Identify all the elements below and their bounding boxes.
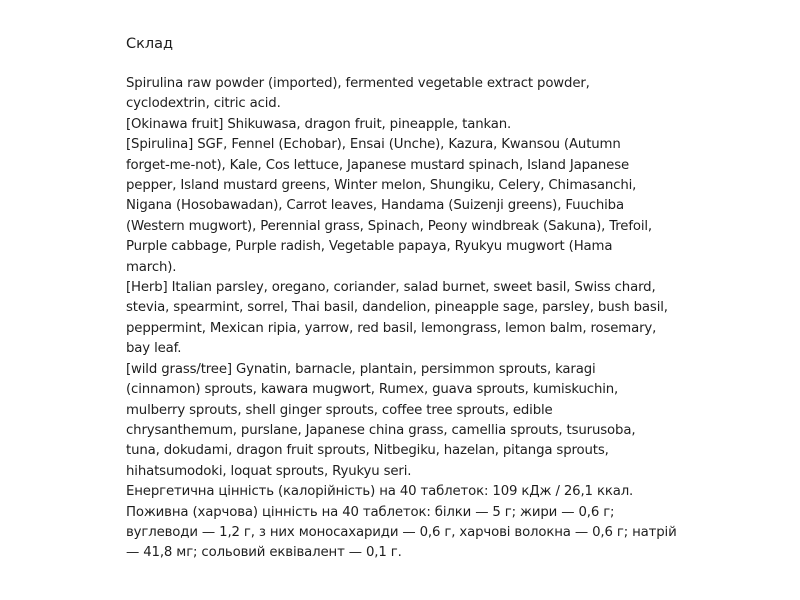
text-line: (cinnamon) sprouts, kawara mugwort, Rumex, guava sprouts, kumiskuchin,: [126, 382, 619, 398]
text-line: mulberry sprouts, shell ginger sprouts, coffee tree sprouts, edible: [126, 402, 553, 418]
text-line: forget-me-not), Kale, Cos lettuce, Japanese mustard spinach, Island Japanese: [126, 157, 630, 173]
text-line: [Spirulina] SGF, Fennel (Echobar), Ensai (Unche), Kazura, Kwansou (Autumn: [126, 137, 621, 153]
text-line: tuna, dokudami, dragon fruit sprouts, Nitbegiku, hazelan, pitanga sprouts,: [126, 443, 609, 459]
text-line: — 41,8 мг; сольовий еквівалент — 0,1 г.: [126, 545, 402, 561]
text-line: вуглеводи — 1,2 г, з них моносахариди — 0,6 г, харчові волокна — 0,6 г; натрій: [126, 524, 677, 540]
text-line: Spirulina raw powder (imported), fermented vegetable extract powder,: [126, 76, 590, 91]
text-line: Поживна (харчова) цінність на 40 таблеток: білки — 5 г; жири — 0,6 г;: [126, 504, 615, 520]
text-line: hihatsumodoki, loquat sprouts, Ryukyu seri.: [126, 463, 412, 479]
text-line: chrysanthemum, purslane, Japanese china grass, camellia sprouts, tsurusoba,: [126, 422, 636, 438]
text-line: Purple cabbage, Purple radish, Vegetable papaya, Ryukyu mugwort (Hama: [126, 239, 613, 255]
composition-section: [126, 34, 686, 564]
text-line: [Okinawa fruit] Shikuwasa, dragon fruit, pineapple, tankan.: [126, 116, 512, 132]
section-title: Склад: [126, 36, 174, 52]
text-line: bay leaf.: [126, 341, 182, 357]
text-line: (Western mugwort), Perennial grass, Spinach, Peony windbreak (Sakuna), Trefoil,: [126, 218, 653, 234]
text-line: Nigana (Hosobawadan), Carrot leaves, Handama (Suizenji greens), Fuuchiba: [126, 198, 624, 214]
text-line: cyclodextrin, citric acid.: [126, 96, 281, 112]
text-line: march).: [126, 259, 177, 275]
text-line: [wild grass/tree] Gynatin, barnacle, plantain, persimmon sprouts, karagi: [126, 361, 596, 377]
text-line: pepper, Island mustard greens, Winter melon, Shungiku, Celery, Chimasanchi,: [126, 178, 637, 194]
text-line: [Herb] Italian parsley, oregano, coriander, salad burnet, sweet basil, Swiss chard,: [126, 280, 656, 296]
text-line: Енергетична цінність (калорійність) на 40 таблеток: 109 кДж / 26,1 ккал.: [126, 484, 634, 500]
text-line: peppermint, Mexican ripia, yarrow, red basil, lemongrass, lemon balm, rosemary,: [126, 320, 657, 336]
composition-text: [126, 74, 686, 564]
text-line: stevia, spearmint, sorrel, Thai basil, dandelion, pineapple sage, parsley, bush basil,: [126, 300, 668, 316]
